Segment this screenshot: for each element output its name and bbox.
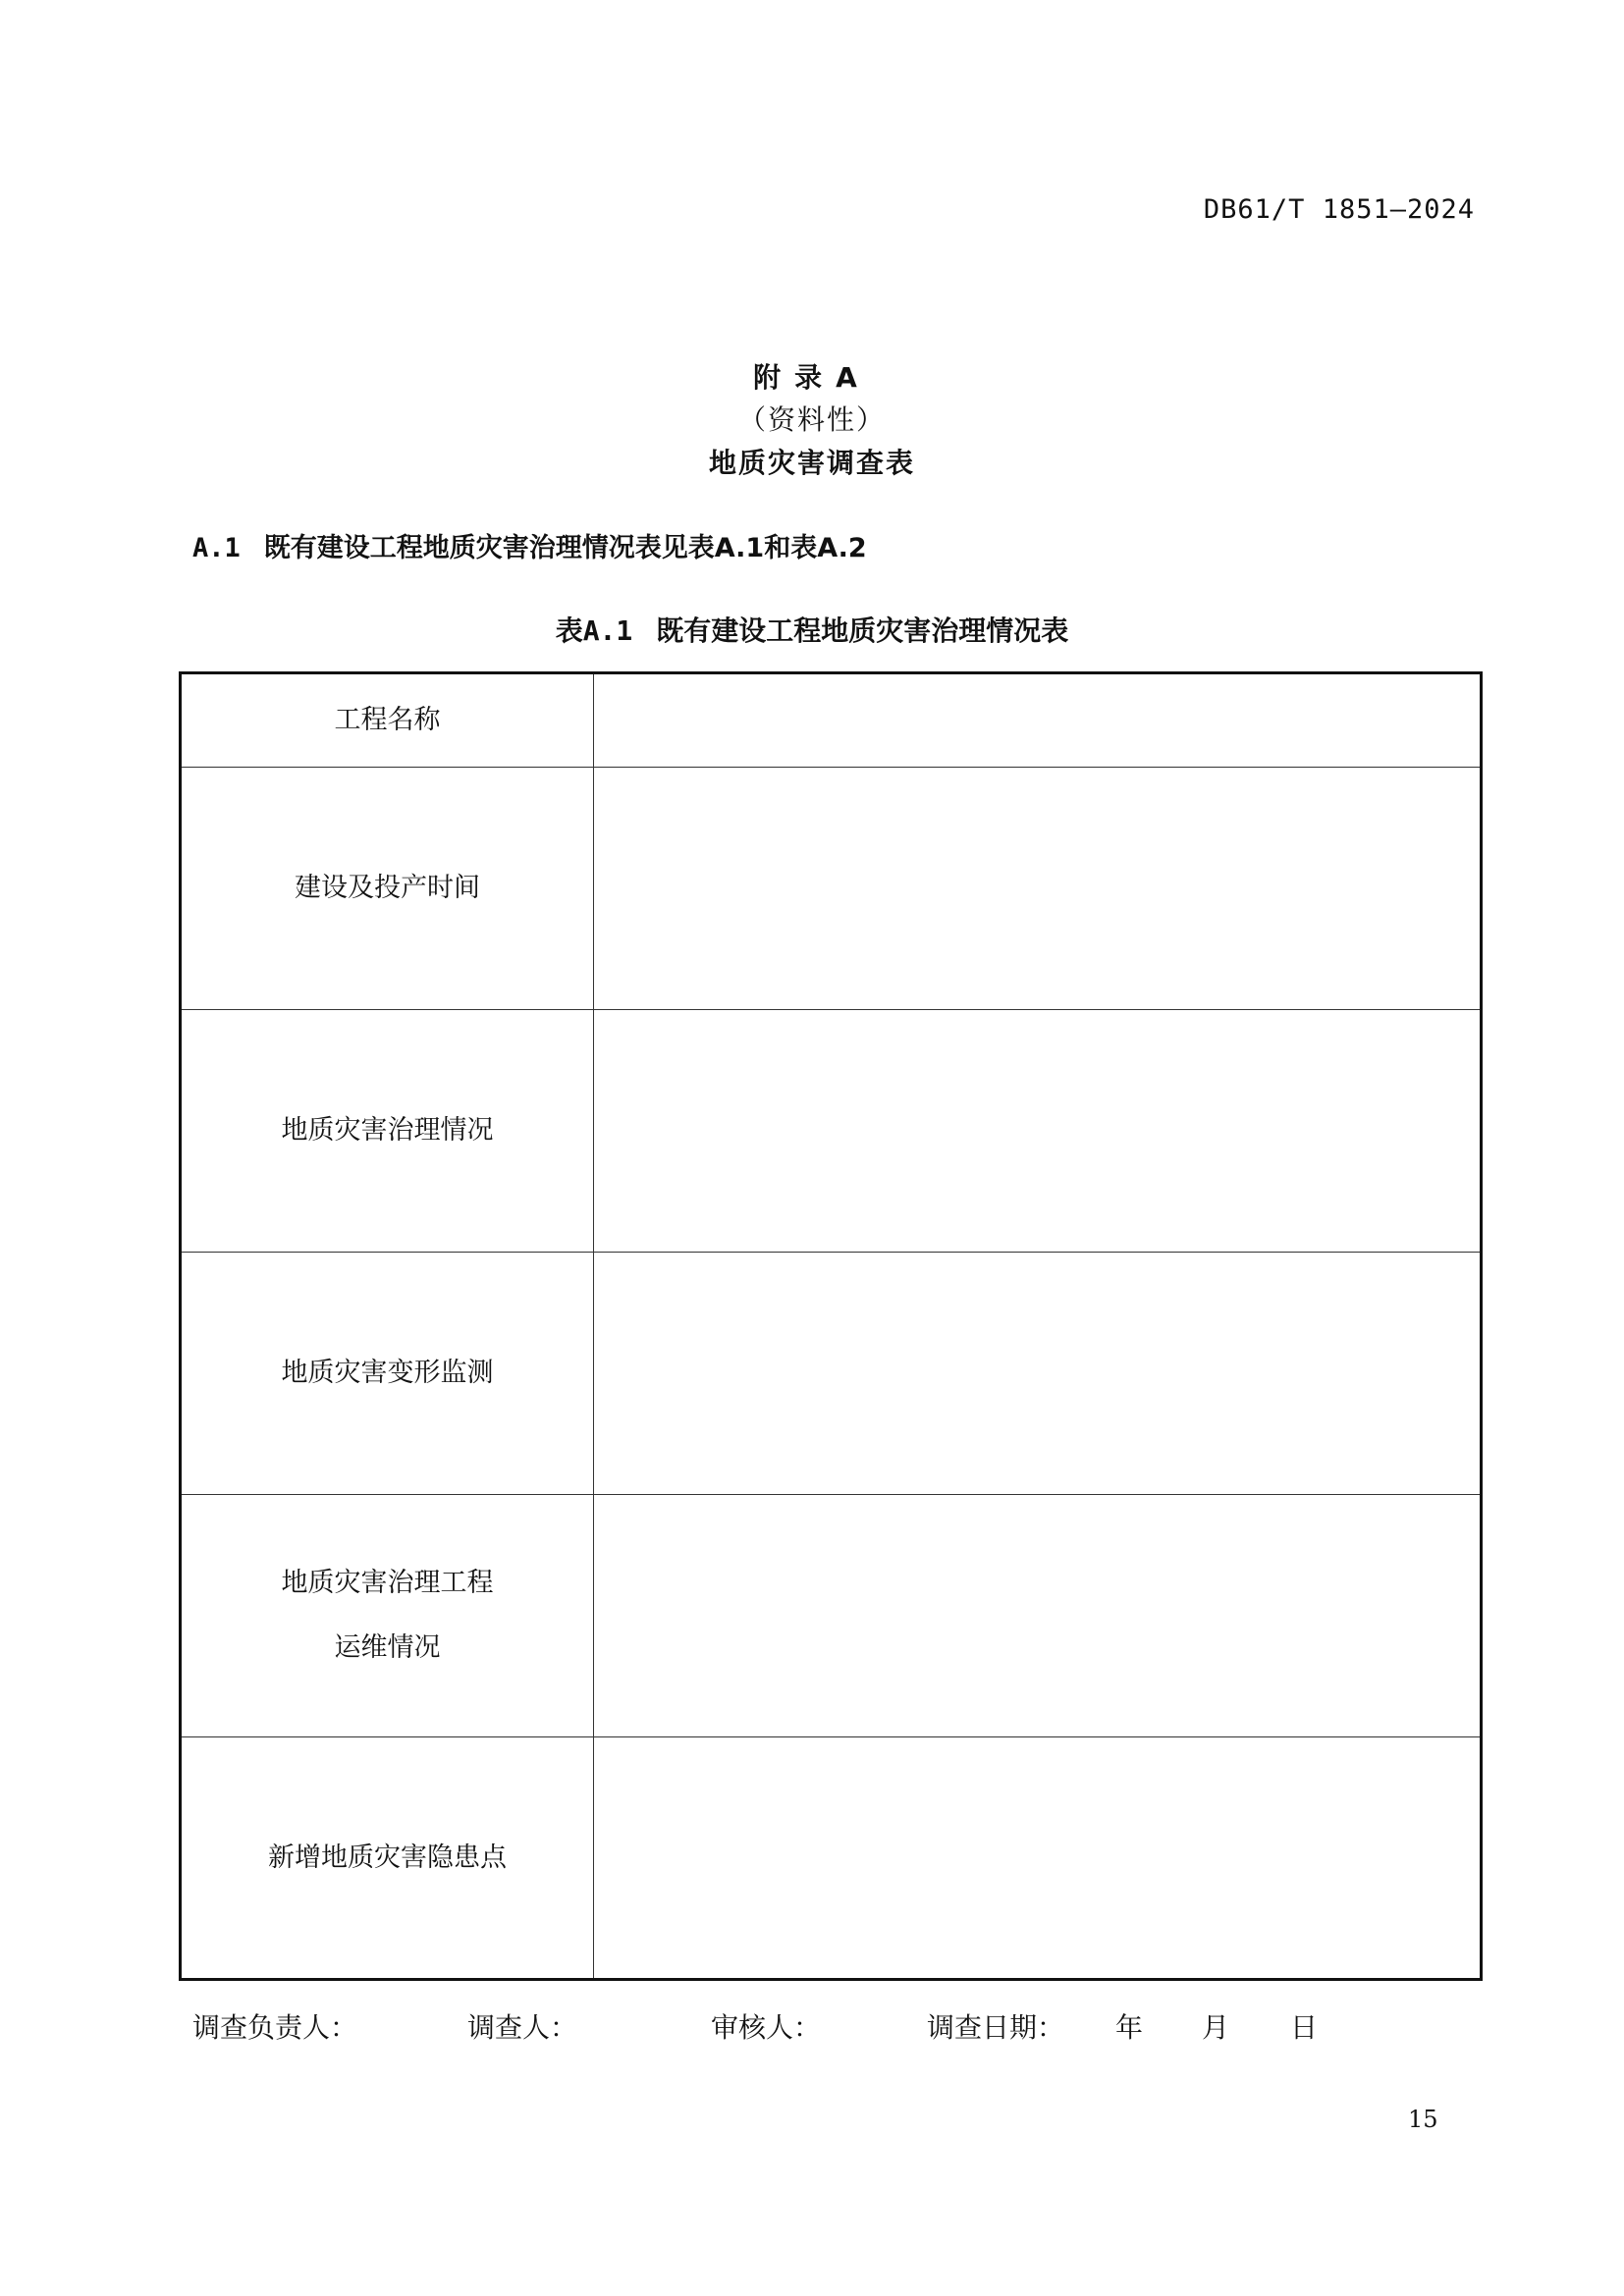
page-number: 15 [1408, 2106, 1438, 2133]
table-row-governance-status [181, 1010, 1482, 1253]
appendix-title: 附录A [753, 361, 871, 394]
row-label [181, 768, 594, 1010]
row-label-text: 地质灾害治理工程 [281, 1568, 494, 1598]
row-label [181, 1737, 594, 1980]
clause-number: A.1 [192, 533, 241, 563]
month-label: 月 [1202, 2011, 1230, 2044]
row-label-text: 地质灾害治理情况 [281, 1115, 494, 1146]
investigator-in-charge-label: 调查负责人： [192, 2011, 358, 2044]
row-label-text: 新增地质灾害隐患点 [268, 1842, 507, 1873]
clause-text: 既有建设工程地质灾害治理情况表见表A.1和表A.2 [263, 533, 867, 563]
table-caption [0, 610, 1624, 649]
row-label [181, 1010, 594, 1253]
survey-date-label: 调查日期： [927, 2011, 1065, 2044]
appendix-nature: （资料性） [737, 403, 886, 436]
table-row-operation-maintenance [181, 1495, 1482, 1737]
table-row-construction-time [181, 768, 1482, 1010]
row-label-text: 地质灾害变形监测 [281, 1358, 494, 1388]
table-row-new-hazard-points [181, 1737, 1482, 1980]
year-label: 年 [1115, 2011, 1144, 2044]
table-number: 表A.1 [555, 614, 633, 647]
row-label-text: 建设及投产时间 [295, 873, 480, 903]
row-value-cell[interactable] [594, 673, 1482, 768]
row-value-cell[interactable] [594, 1495, 1482, 1737]
row-label [181, 673, 594, 768]
table-row-deformation-monitoring [181, 1253, 1482, 1495]
row-label-text: 工程名称 [334, 705, 441, 735]
row-value-cell[interactable] [594, 1253, 1482, 1495]
row-label [181, 1495, 594, 1737]
row-value-cell[interactable] [594, 1737, 1482, 1980]
table-row-project-name [181, 673, 1482, 768]
row-value-cell[interactable] [594, 1010, 1482, 1253]
day-label: 日 [1290, 2011, 1319, 2044]
appendix-name: 地质灾害调查表 [708, 447, 915, 479]
row-label [181, 1253, 594, 1495]
row-label-text-line2: 运维情况 [334, 1632, 441, 1663]
investigator-label: 调查人： [467, 2011, 578, 2044]
document-code: DB61/T 1851—2024 [1203, 194, 1475, 225]
clause-a1 [192, 526, 867, 564]
reviewer-label: 审核人： [711, 2011, 822, 2044]
governance-survey-table [179, 671, 1483, 1981]
row-value-cell[interactable] [594, 768, 1482, 1010]
table-title: 既有建设工程地质灾害治理情况表 [656, 614, 1069, 647]
